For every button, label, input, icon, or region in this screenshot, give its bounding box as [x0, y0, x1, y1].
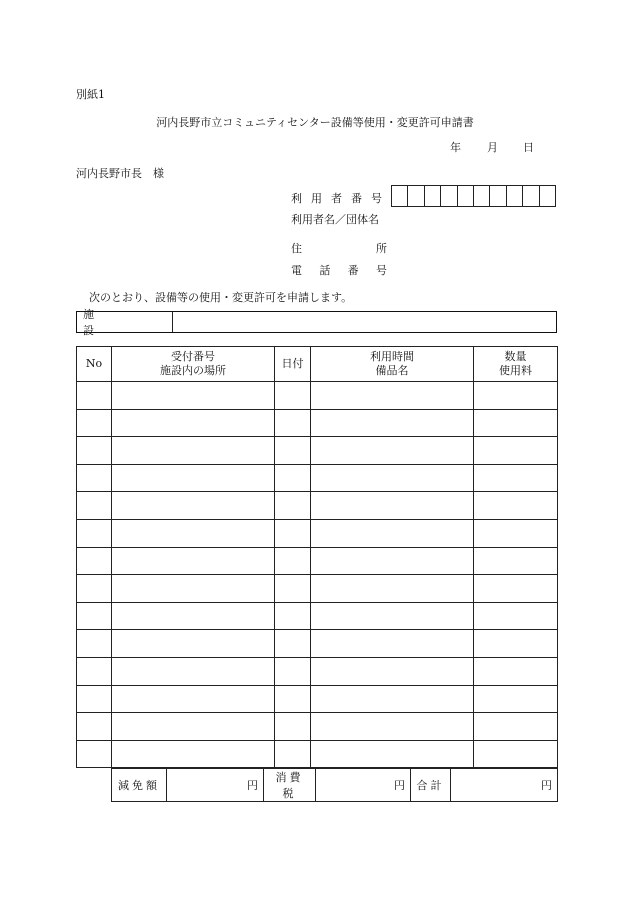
table-row: [77, 492, 558, 520]
table-cell[interactable]: [275, 437, 311, 465]
table-cell[interactable]: [311, 437, 474, 465]
phone-label: [291, 262, 387, 278]
table-cell[interactable]: [275, 630, 311, 658]
table-cell[interactable]: [77, 437, 112, 465]
summary-row: [111, 768, 558, 802]
date-year: 年: [450, 141, 461, 154]
table-cell[interactable]: [311, 685, 474, 713]
header-time-equipment: 利用時間 備品名: [311, 347, 474, 382]
table-cell[interactable]: [311, 547, 474, 575]
header-qty-fee: 数量 使用料: [474, 347, 558, 382]
user-number-boxes[interactable]: [391, 185, 556, 207]
table-cell[interactable]: [311, 602, 474, 630]
header-date: 日付: [275, 347, 311, 382]
table-row: [77, 464, 558, 492]
table-cell[interactable]: [77, 464, 112, 492]
form-title: 河内長野市立コミュニティセンター設備等使用・変更許可申請書: [156, 116, 474, 129]
table-cell[interactable]: [77, 630, 112, 658]
table-cell[interactable]: [112, 713, 275, 741]
user-number-label: 利用者番号: [291, 192, 391, 205]
facility-row: [76, 308, 557, 337]
user-number-digit-box[interactable]: [507, 186, 523, 206]
table-cell[interactable]: [275, 713, 311, 741]
table-cell[interactable]: [474, 409, 558, 437]
user-number-digit-box[interactable]: [490, 186, 506, 206]
total-amount[interactable]: [451, 769, 558, 802]
table-cell[interactable]: [311, 382, 474, 410]
table-cell[interactable]: [311, 492, 474, 520]
statement: 次のとおり、設備等の使用・変更許可を申請します。: [89, 291, 353, 304]
total-label: 合計: [411, 769, 451, 802]
reduction-amount[interactable]: [167, 769, 264, 802]
table-cell[interactable]: [474, 602, 558, 630]
table-cell[interactable]: [474, 464, 558, 492]
phone-char-1: 電: [291, 264, 302, 277]
user-number-digit-box[interactable]: [523, 186, 539, 206]
header-receipt-location: 受付番号 施設内の場所: [112, 347, 275, 382]
reduction-label: 減免額: [112, 769, 167, 802]
table-cell[interactable]: [112, 409, 275, 437]
table-cell[interactable]: [311, 464, 474, 492]
table-cell[interactable]: [77, 685, 112, 713]
table-cell[interactable]: [112, 382, 275, 410]
user-number-digit-box[interactable]: [474, 186, 490, 206]
table-cell[interactable]: [275, 547, 311, 575]
phone-char-3: 番: [347, 264, 359, 277]
tax-label: 消費税: [264, 769, 316, 802]
address-char-1: 住: [291, 242, 302, 255]
table-cell[interactable]: [77, 547, 112, 575]
table-cell[interactable]: [112, 630, 275, 658]
table-cell[interactable]: [77, 382, 112, 410]
table-header-row: [77, 347, 558, 382]
table-row: [77, 602, 558, 630]
table-cell[interactable]: [474, 630, 558, 658]
table-cell[interactable]: [311, 657, 474, 685]
date-day: 日: [523, 141, 534, 154]
user-number-digit-box[interactable]: [540, 186, 555, 206]
table-row: [77, 409, 558, 437]
table-cell[interactable]: [311, 519, 474, 547]
table-cell[interactable]: [275, 602, 311, 630]
table-cell[interactable]: [311, 713, 474, 741]
table-cell[interactable]: [77, 657, 112, 685]
table-cell[interactable]: [474, 575, 558, 603]
address-label: [291, 240, 387, 256]
facility-label: 施設: [77, 312, 173, 332]
table-cell[interactable]: [474, 740, 558, 768]
table-cell[interactable]: [474, 437, 558, 465]
yen-unit: 円: [247, 779, 258, 792]
table-cell[interactable]: [77, 492, 112, 520]
table-cell[interactable]: [311, 740, 474, 768]
table-cell[interactable]: [112, 464, 275, 492]
user-number-digit-box[interactable]: [425, 186, 441, 206]
table-row: [77, 547, 558, 575]
table-row: [77, 685, 558, 713]
table-cell[interactable]: [77, 519, 112, 547]
table-cell[interactable]: [275, 575, 311, 603]
addressee: 河内長野市長 様: [76, 167, 164, 180]
table-row: [77, 630, 558, 658]
table-row: [77, 575, 558, 603]
table-cell[interactable]: [77, 713, 112, 741]
table-cell[interactable]: [112, 685, 275, 713]
user-number-digit-box[interactable]: [392, 186, 408, 206]
table-cell[interactable]: [112, 437, 275, 465]
table-row: [77, 657, 558, 685]
yen-unit: 円: [394, 779, 405, 792]
table-cell[interactable]: [474, 657, 558, 685]
table-cell[interactable]: [474, 547, 558, 575]
table-cell[interactable]: [112, 492, 275, 520]
table-row: [77, 382, 558, 410]
phone-char-4: 号: [375, 264, 387, 277]
table-cell[interactable]: [311, 575, 474, 603]
table-cell[interactable]: [275, 464, 311, 492]
table-cell[interactable]: [474, 519, 558, 547]
header-no: No: [77, 347, 112, 382]
table-cell[interactable]: [112, 547, 275, 575]
table-row: [77, 519, 558, 547]
table-cell[interactable]: [112, 740, 275, 768]
table-row: [77, 740, 558, 768]
table-cell[interactable]: [275, 685, 311, 713]
date-month: 月: [487, 141, 498, 154]
table-cell[interactable]: [474, 492, 558, 520]
facility-field[interactable]: [173, 312, 556, 332]
table-cell[interactable]: [311, 409, 474, 437]
table-cell[interactable]: [77, 740, 112, 768]
table-cell[interactable]: [275, 492, 311, 520]
attachment-label: 別紙1: [76, 88, 105, 101]
table-cell[interactable]: [275, 740, 311, 768]
table-cell[interactable]: [275, 409, 311, 437]
table-cell[interactable]: [474, 685, 558, 713]
table-cell[interactable]: [311, 630, 474, 658]
table-cell[interactable]: [474, 382, 558, 410]
table-cell[interactable]: [112, 602, 275, 630]
user-number-digit-box[interactable]: [441, 186, 457, 206]
table-cell[interactable]: [112, 575, 275, 603]
yen-unit: 円: [541, 779, 552, 792]
address-char-2: 所: [376, 242, 387, 255]
table-row: [77, 437, 558, 465]
table-cell[interactable]: [77, 575, 112, 603]
table-cell[interactable]: [112, 657, 275, 685]
table-row: [77, 713, 558, 741]
table-cell[interactable]: [112, 519, 275, 547]
user-number-digit-box[interactable]: [408, 186, 424, 206]
table-body: [77, 382, 558, 768]
table-cell[interactable]: [275, 382, 311, 410]
table-cell[interactable]: [275, 519, 311, 547]
tax-amount[interactable]: [316, 769, 411, 802]
user-name-label: 利用者名／団体名: [291, 213, 379, 226]
phone-char-2: 話: [319, 264, 331, 277]
usage-table: [76, 346, 558, 768]
user-number-digit-box[interactable]: [458, 186, 474, 206]
table-cell[interactable]: [474, 713, 558, 741]
table-cell[interactable]: [77, 602, 112, 630]
table-cell[interactable]: [77, 409, 112, 437]
table-cell[interactable]: [275, 657, 311, 685]
